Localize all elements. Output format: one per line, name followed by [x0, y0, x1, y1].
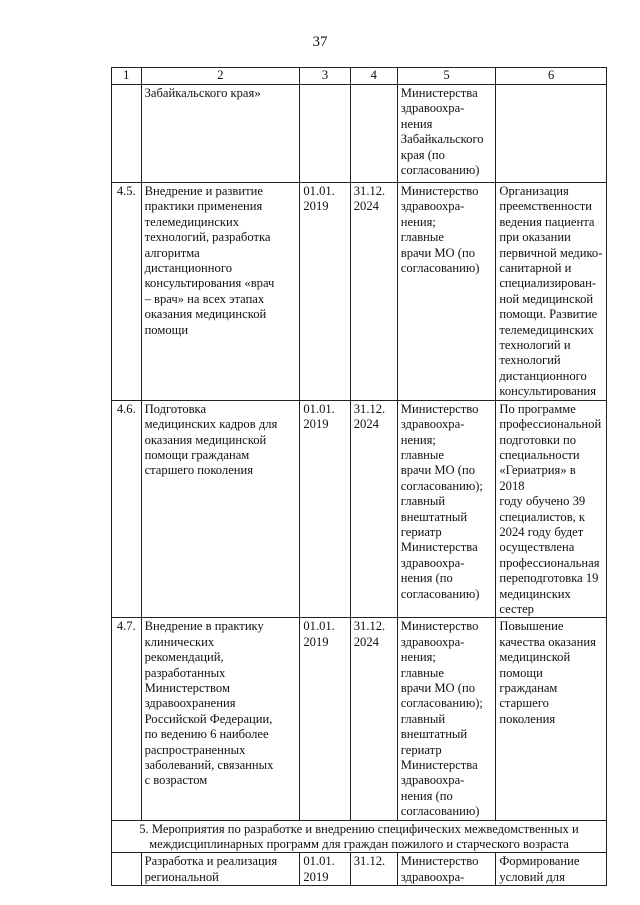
- expected-result: По программе профессиональной подготовки по специальности «Гериатрия» в 2018 году обучено 39 специалистов, к 2024 году будет осуществлена профессиональная переподготовка 19 медицинских сестер: [496, 400, 607, 618]
- start-date: 01.01. 2019: [300, 183, 350, 401]
- end-date: 31.12.: [350, 853, 397, 886]
- executor: Министерства здравоохра- нения Забайкальского края (по согласованию): [397, 85, 496, 183]
- end-date: 31.12. 2024: [350, 183, 397, 401]
- executor: Министерство здравоохра- нения; главные врачи МО (по согласованию); главный внештатный гериатр Министерства здравоохра- нения (по согласованию): [397, 400, 496, 618]
- row-number: 4.7.: [112, 618, 142, 820]
- measure-name: Внедрение и развитие практики применения телемедицинских технологий, разработка алгоритма дистанционного консультирования «врач – врач» на всех этапах оказания медицинской помощи: [141, 183, 300, 401]
- table-row: [112, 85, 607, 183]
- end-date: 31.12. 2024: [350, 400, 397, 618]
- executor: Министерство здравоохра- нения; главные врачи МО (по согласованию); главный внештатный гериатр Министерства здравоохра- нения (по согласованию): [397, 618, 496, 820]
- measures-table: [111, 67, 607, 886]
- table-row: [112, 853, 607, 886]
- page-number: 37: [312, 34, 328, 50]
- table-row: [112, 183, 607, 401]
- measure-name: Забайкальского края»: [141, 85, 300, 183]
- expected-result: [496, 85, 607, 183]
- expected-result: Организация преемственности ведения пациента при оказании первичной медико- санитарной и специализирован- ной медицинской помощи. Развитие телемедицинских технологий и технологий дистанционного консультирования: [496, 183, 607, 401]
- measure-name: Внедрение в практику клинических рекомендаций, разработанных Министерством здравоохранения Российской Федерации, по ведению 6 наиболее распространенных заболеваний, связанных с возрастом: [141, 618, 300, 820]
- header-cell: 6: [496, 68, 607, 85]
- table-row: [112, 400, 607, 618]
- end-date: [350, 85, 397, 183]
- expected-result: Формирование условий для: [496, 853, 607, 886]
- measure-name: Подготовка медицинских кадров для оказания медицинской помощи гражданам старшего поколения: [141, 400, 300, 618]
- header-cell: 3: [300, 68, 350, 85]
- executor: Министерство здравоохра- нения; главные врачи МО (по согласованию): [397, 183, 496, 401]
- row-number: 4.6.: [112, 400, 142, 618]
- measure-name: Разработка и реализация региональной: [141, 853, 300, 886]
- start-date: 01.01. 2019: [300, 400, 350, 618]
- start-date: [300, 85, 350, 183]
- table-row: [112, 618, 607, 820]
- header-cell: 4: [350, 68, 397, 85]
- start-date: 01.01. 2019: [300, 618, 350, 820]
- executor: Министерство здравоохра-: [397, 853, 496, 886]
- section-row: [112, 820, 607, 853]
- header-cell: 2: [141, 68, 300, 85]
- row-number: [112, 85, 142, 183]
- table-header-row: [112, 68, 607, 85]
- start-date: 01.01. 2019: [300, 853, 350, 886]
- header-cell: 1: [112, 68, 142, 85]
- expected-result: Повышение качества оказания медицинской помощи гражданам старшего поколения: [496, 618, 607, 820]
- row-number: [112, 853, 142, 886]
- end-date: 31.12. 2024: [350, 618, 397, 820]
- header-cell: 5: [397, 68, 496, 85]
- section-heading: 5. Мероприятия по разработке и внедрению специфических межведомственных и междисциплинарных программ для граждан пожилого и старческого возраста: [112, 820, 607, 853]
- row-number: 4.5.: [112, 183, 142, 401]
